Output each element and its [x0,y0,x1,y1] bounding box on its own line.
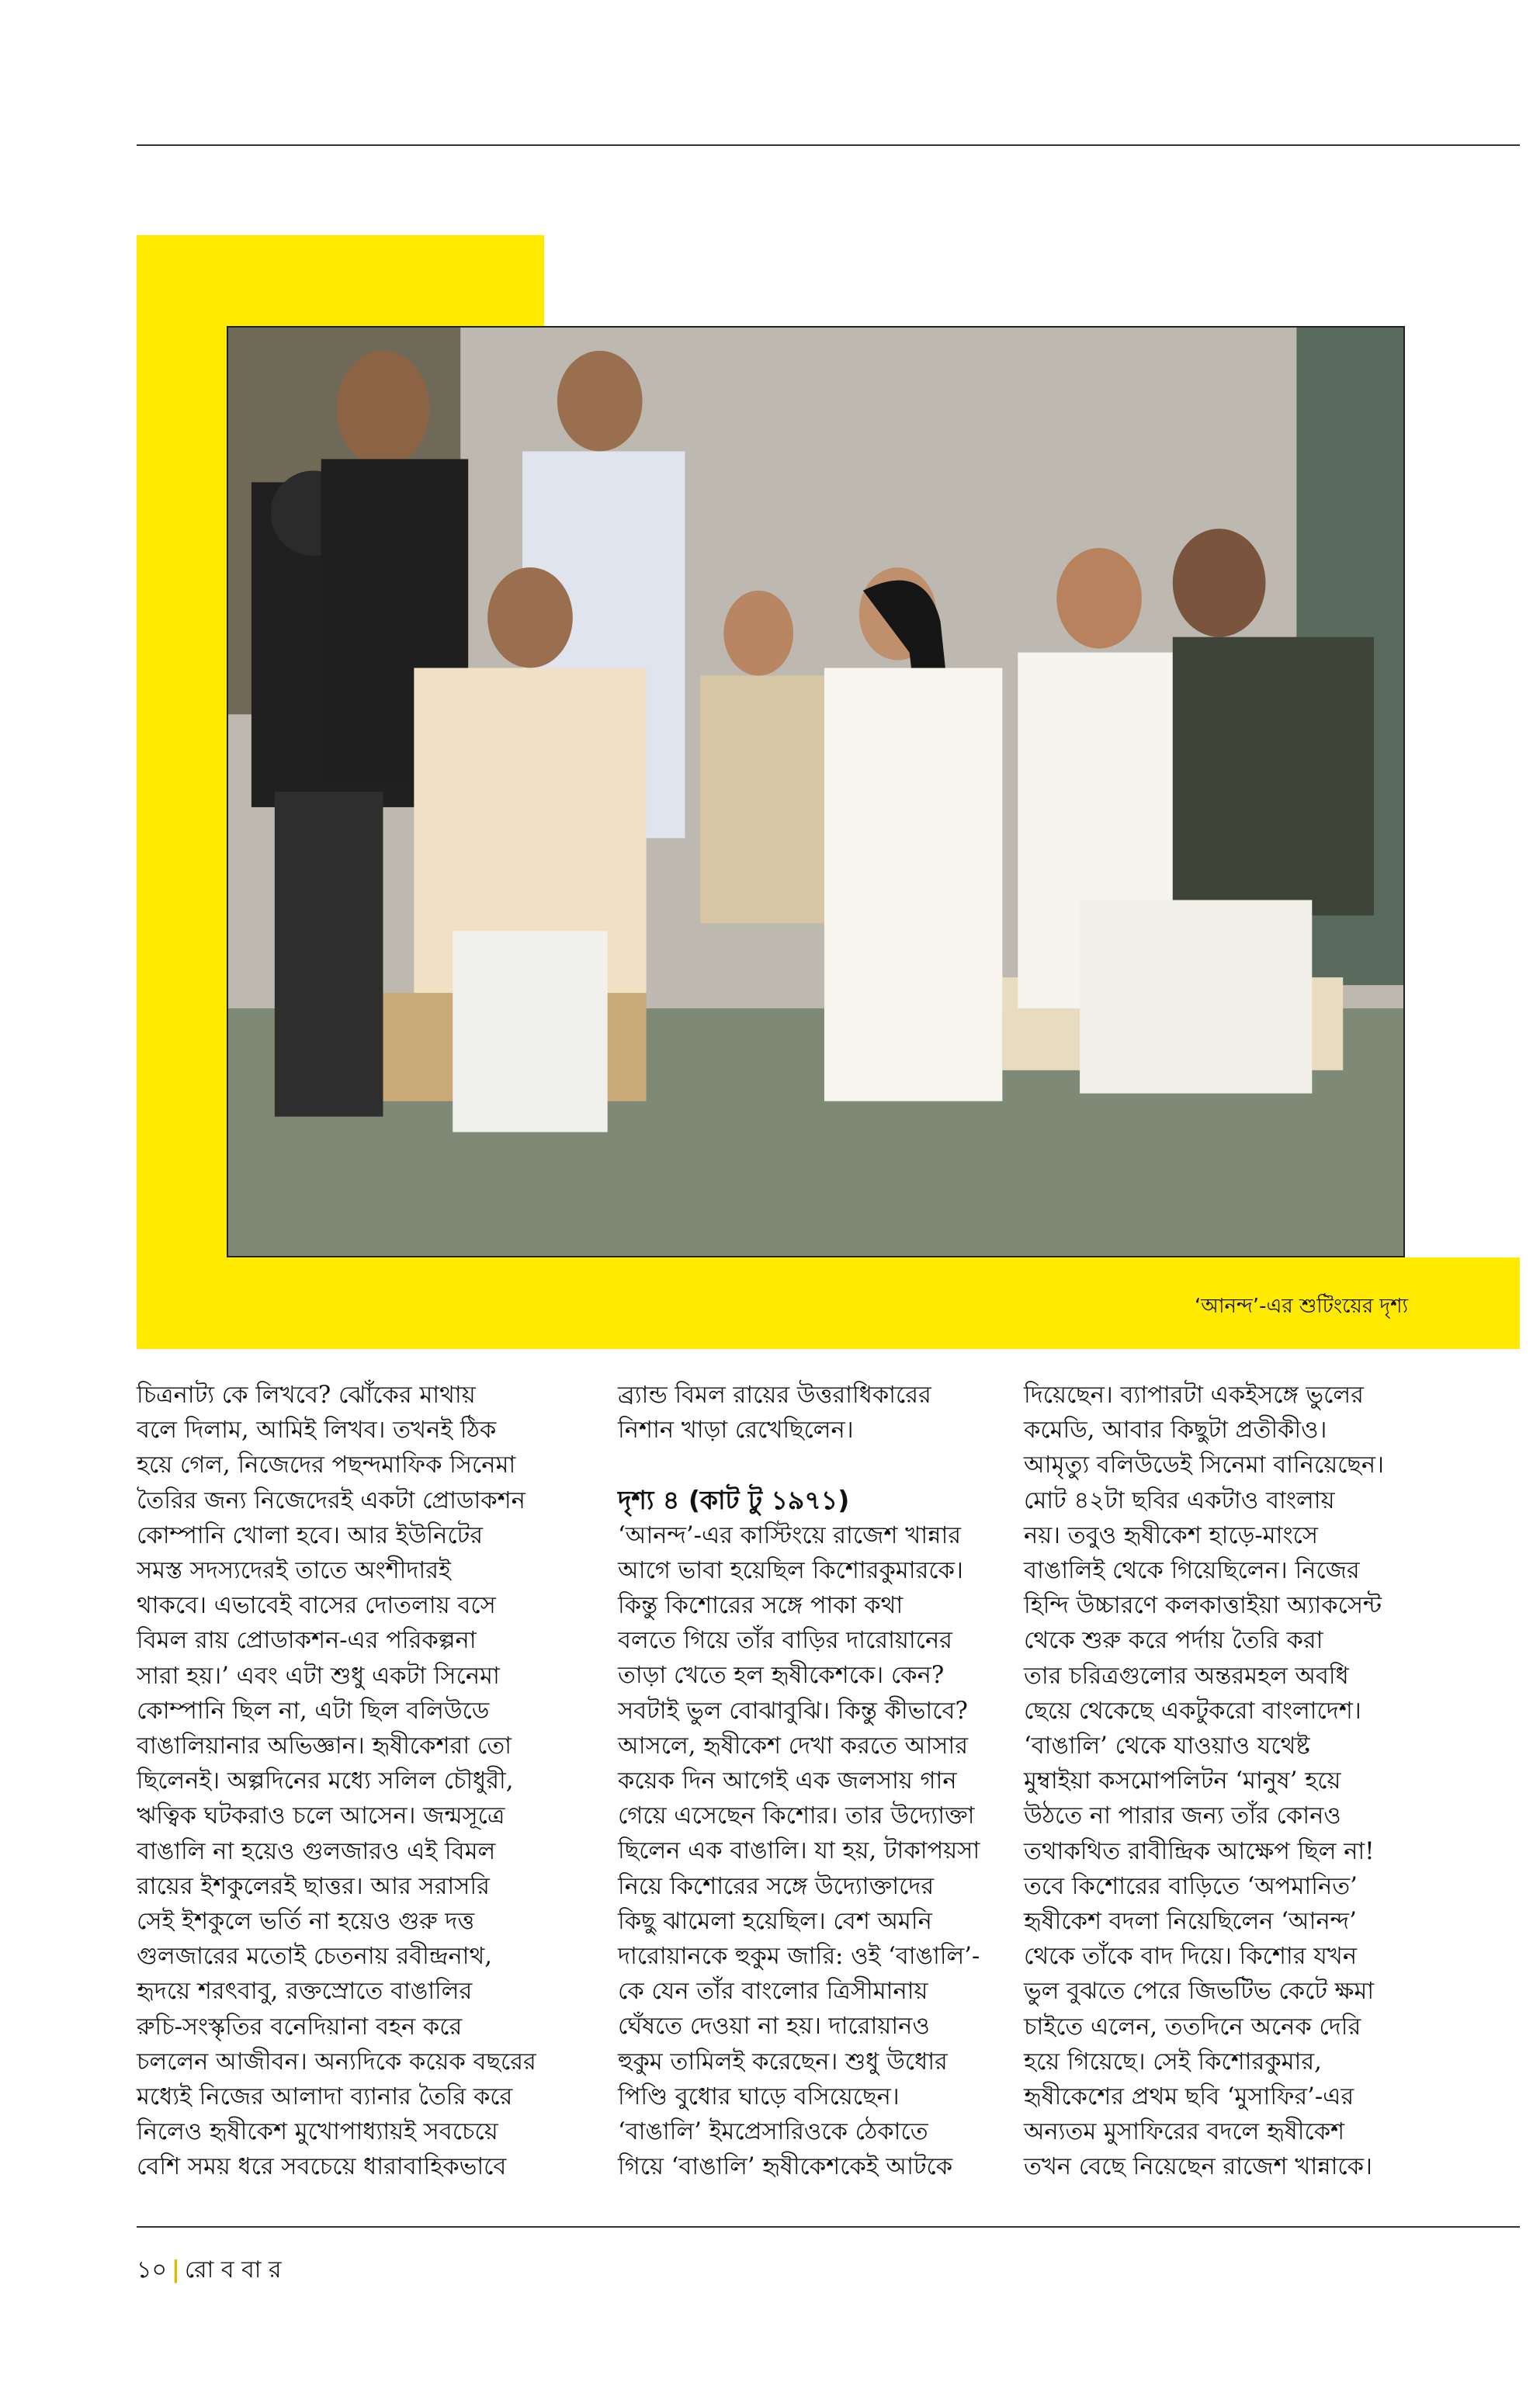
film-shooting-photo [227,326,1405,1257]
bottom-rule [137,2226,1520,2228]
text-line: থেকে তাঁকে বাদ দিয়ে। কিশোর যখন [1024,1943,1358,1971]
text-line: চিত্রনাট্য কে লিখবে? ঝোঁকের মাথায় [137,1382,476,1409]
text-line: কোম্পানি ছিল না, এটা ছিল বলিউডে [137,1697,490,1725]
text-line: চললেন আজীবন। অন্যদিকে কয়েক বছরের [137,2048,536,2076]
text-line: কে যেন তাঁর বাংলোর ত্রিসীমানায় [618,1978,928,2006]
text-line: হয়ে গিয়েছে। সেই কিশোরকুমার, [1024,2048,1322,2076]
text-line: ‘আনন্দ’-এর কাস্টিংয়ে রাজেশ খান্নার [618,1521,962,1549]
text-line: আমৃত্যু বলিউডেই সিনেমা বানিয়েছেন। [1024,1451,1385,1479]
text-line: ‘বাঙালি’ ইমপ্রেসারিওকে ঠেকাতে [618,2118,928,2146]
text-line: বাঙালি না হয়েও গুলজারও এই বিমল [137,1837,496,1865]
text-line: আসলে, হৃষীকেশ দেখা করতে আসার [618,1732,969,1760]
column-2-intro [618,1378,1021,1448]
text-line: কয়েক দিন আগেই এক জলসায় গান [618,1767,957,1795]
text-line: নিলেও হৃষীকেশ মুখোপাধ্যায়ই সবচেয়ে [137,2118,498,2146]
text-line: রায়ের ইশকুলেরই ছাত্তর। আর সরাসরি [137,1872,490,1900]
text-line: হৃষীকেশের প্রথম ছবি ‘মুসাফির’-এর [1024,2083,1354,2111]
photo-caption: ‘আনন্দ’-এর শুটিংয়ের দৃশ্য [1194,1295,1408,1318]
text-line: বাঙালিই থেকে গিয়েছিলেন। নিজের [1024,1557,1360,1585]
photo-illustration [228,328,1403,1256]
text-line: নিশান খাড়া রেখেছিলেন। [618,1417,854,1444]
text-line: সেই ইশকুলে ভর্তি না হয়েও গুরু দত্ত [137,1908,475,1936]
text-line: তার চরিত্রগুলোর অন্তরমহল অবধি [1024,1662,1349,1690]
text-line: কিছু ঝামেলা হয়েছিল। বেশ অমনি [618,1907,932,1935]
text-line: তাড়া খেতে হল হৃষীকেশকে। কেন? [618,1662,945,1690]
text-line: থেকে শুরু করে পর্দায় তৈরি করা [1024,1627,1323,1655]
text-line: নয়। তবুও হৃষীকেশ হাড়ে-মাংসে [1024,1521,1318,1549]
text-line: সমস্ত সদস্যদেরই তাতে অংশীদারই [137,1557,451,1585]
text-line: দারোয়ানকে হুকুম জারি: ওই ‘বাঙালি’- [618,1943,980,1971]
text-line: ছিলেন এক বাঙালি। যা হয়, টাকাপয়সা [618,1837,980,1865]
text-line: ‘বাঙালি’ থেকে যাওয়াও যথেষ্ট [1024,1732,1310,1760]
article-column-2 [618,1378,1021,2184]
text-line: বলে দিলাম, আমিই লিখব। তখনই ঠিক [137,1417,497,1444]
yellow-accent-side [137,328,228,1260]
text-line: হয়ে গেল, নিজেদের পছন্দমাফিক সিনেমা [137,1451,516,1479]
text-line: মোট ৪২টা ছবির একটাও বাংলায় [1024,1486,1335,1514]
text-line: তথাকথিত রাবীন্দ্রিক আক্ষেপ ছিল না! [1024,1837,1375,1865]
article-column-1 [137,1378,540,2185]
text-line: কমেডি, আবার কিছুটা প্রতীকীও। [1024,1417,1327,1444]
text-line: পিণ্ডি বুধোর ঘাড়ে বসিয়েছেন। [618,2083,900,2110]
footer-separator: | [171,2256,180,2284]
text-line: বিমল রায় প্রোডাকশন-এর পরিকল্পনা [137,1627,477,1655]
text-line: মধ্যেই নিজের আলাদা ব্যানার তৈরি করে [137,2083,513,2111]
text-line: হুকুম তামিলই করেছেন। শুধু উধোর [618,2048,948,2076]
text-line: হৃদয়ে শরৎবাবু, রক্তস্রোতে বাঙালির [137,1978,473,2006]
yellow-accent-tab [137,235,544,328]
text-line: দিয়েছেন। ব্যাপারটা একইসঙ্গে ভুলের [1024,1382,1364,1409]
text-line: থাকবে। এভাবেই বাসের দোতলায় বসে [137,1592,496,1620]
text-line: মুম্বাইয়া কসমোপলিটন ‘মানুষ’ হয়ে [1024,1767,1341,1795]
text-line: গেয়ে এসেছেন কিশোর। তার উদ্যোক্তা [618,1802,975,1830]
page-footer [137,2251,282,2291]
text-line: তবে কিশোরের বাড়িতে ‘অপমানিত’ [1024,1872,1358,1900]
text-line: গিয়ে ‘বাঙালি’ হৃষীকেশকেই আটকে [618,2153,953,2181]
text-line: ঘেঁষতে দেওয়া না হয়। দারোয়ানও [618,2013,930,2041]
text-line: তখন বেছে নিয়েছেন রাজেশ খান্নাকে। [1024,2153,1372,2181]
text-line: ঋত্বিক ঘটকরাও চলে আসেন। জন্মসূত্রে [137,1802,505,1830]
text-line: গুলজারের মতোই চেতনায় রবীন্দ্রনাথ, [137,1943,492,1971]
text-line: ব্র্যান্ড বিমল রায়ের উত্তরাধিকারের [618,1382,931,1409]
text-line: সারা হয়।’ এবং এটা শুধু একটা সিনেমা [137,1662,500,1690]
text-line: ছেয়ে থেকেছে একটুকরো বাংলাদেশ। [1024,1697,1361,1725]
text-line: হিন্দি উচ্চারণে কলকাত্তাইয়া অ্যাকসেন্ট [1024,1592,1382,1620]
text-line: রুচি-সংস্কৃতির বনেদিয়ানা বহন করে [137,2013,463,2041]
magazine-name: রো ব বা র [184,2256,282,2284]
column-2-body [618,1518,1021,2185]
text-line: উঠতে না পারার জন্য তাঁর কোনও [1024,1802,1341,1830]
top-rule [137,144,1520,146]
text-line: হৃষীকেশ বদলা নিয়েছিলেন ‘আনন্দ’ [1024,1908,1357,1936]
scene-heading: দৃশ্য ৪ (কাট টু ১৯৭১) [618,1485,850,1516]
text-line: আগে ভাবা হয়েছিল কিশোরকুমারকে। [618,1556,963,1584]
text-line: বেশি সময় ধরে সবচেয়ে ধারাবাহিকভাবে [137,2153,507,2181]
page-number: ১০ [137,2256,167,2284]
text-line: সবটাই ভুল বোঝাবুঝি। কিন্তু কীভাবে? [618,1697,968,1725]
text-line: কিন্তু কিশোরের সঙ্গে পাকা কথা [618,1592,904,1620]
text-line: বলতে গিয়ে তাঁর বাড়ির দারোয়ানের [618,1627,952,1655]
text-line: চাইতে এলেন, ততদিনে অনেক দেরি [1024,2013,1361,2041]
article-column-3 [1024,1378,1427,2185]
text-line: বাঙালিয়ানার অভিজ্ঞান। হৃষীকেশরা তো [137,1732,512,1760]
text-line: কোম্পানি খোলা হবে। আর ইউনিটের [137,1521,483,1549]
text-line: ছিলেনই। অল্পদিনের মধ্যে সলিল চৌধুরী, [137,1767,514,1795]
text-line: তৈরির জন্য নিজেদেরই একটা প্রোডাকশন [137,1486,525,1514]
text-line: ভুল বুঝতে পেরে জিভটিভ কেটে ক্ষমা [1024,1978,1375,2006]
text-line: নিয়ে কিশোরের সঙ্গে উদ্যোক্তাদের [618,1872,935,1900]
text-line: অন্যতম মুসাফিরের বদলে হৃষীকেশ [1024,2118,1345,2146]
